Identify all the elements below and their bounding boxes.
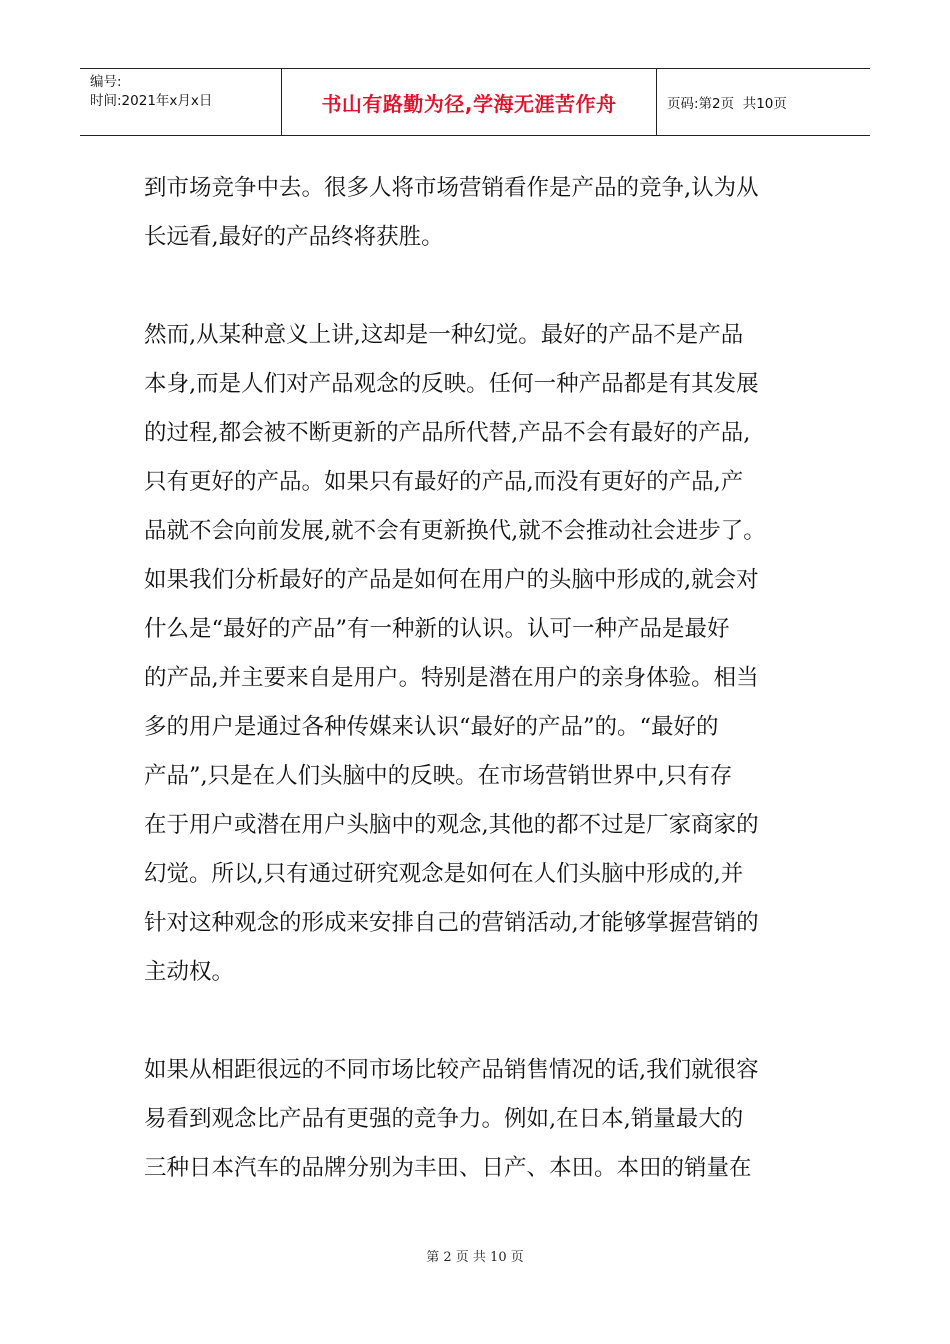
- text-line: 只有更好的产品。如果只有最好的产品,而没有更好的产品,产: [144, 469, 744, 495]
- text-line: 品就不会向前发展,就不会有更新换代,就不会推动社会进步了。: [144, 518, 766, 544]
- footer-page-number: 第 2 页 共 10 页: [426, 1250, 524, 1265]
- text-line: 什么是“最好的产品”有一种新的认识。认可一种产品是最好: [144, 616, 730, 642]
- text-line: 如果从相距很远的不同市场比较产品销售情况的话,我们就很容: [144, 1057, 759, 1083]
- text-line: 如果我们分析最好的产品是如何在用户的头脑中形成的,就会对: [144, 567, 759, 593]
- text-line: 的产品,并主要来自是用户。特别是潜在用户的亲身体验。相当: [144, 665, 759, 691]
- text-line: 然而,从某种意义上讲,这却是一种幻觉。最好的产品不是产品: [144, 322, 744, 348]
- document-body: [144, 164, 824, 1193]
- paragraph: [144, 311, 824, 997]
- text-line: 针对这种观念的形成来安排自己的营销活动,才能够掌握营销的: [144, 910, 759, 936]
- text-line: 幻觉。所以,只有通过研究观念是如何在人们头脑中形成的,并: [144, 861, 744, 887]
- text-line: 产品”,只是在人们头脑中的反映。在市场营销世界中,只有存: [144, 763, 733, 789]
- text-line: 多的用户是通过各种传媒来认识“最好的产品”的。“最好的: [144, 714, 719, 740]
- header-page-info: [657, 69, 870, 135]
- document-number-label: 编号:: [90, 74, 122, 90]
- text-line: 长远看,最好的产品终将获胜。: [144, 224, 444, 250]
- motto-text: 书山有路勤为径,学海无涯苦作舟: [321, 91, 617, 116]
- text-line: 到市场竞争中去。很多人将市场营销看作是产品的竞争,认为从: [144, 175, 759, 201]
- text-line: 的过程,都会被不断更新的产品所代替,产品不会有最好的产品,: [144, 420, 751, 446]
- document-date-label: 时间:2021年x月x日: [90, 93, 213, 109]
- paragraph: [144, 164, 824, 262]
- text-line: 易看到观念比产品有更强的竞争力。例如,在日本,销量最大的: [144, 1106, 744, 1132]
- text-line: 三种日本汽车的品牌分别为丰田、日产、本田。本田的销量在: [144, 1155, 752, 1181]
- paragraph: [144, 1046, 824, 1193]
- header-meta: [80, 69, 282, 135]
- header-page-label: 页码:第2页 共10页: [667, 96, 787, 112]
- text-line: 在于用户或潜在用户头脑中的观念,其他的都不过是厂家商家的: [144, 812, 759, 838]
- text-line: 主动权。: [144, 959, 235, 985]
- page-header: [80, 68, 870, 136]
- header-motto: [282, 69, 657, 135]
- page-footer: [0, 1246, 950, 1265]
- text-line: 本身,而是人们对产品观念的反映。任何一种产品都是有其发展: [144, 371, 759, 397]
